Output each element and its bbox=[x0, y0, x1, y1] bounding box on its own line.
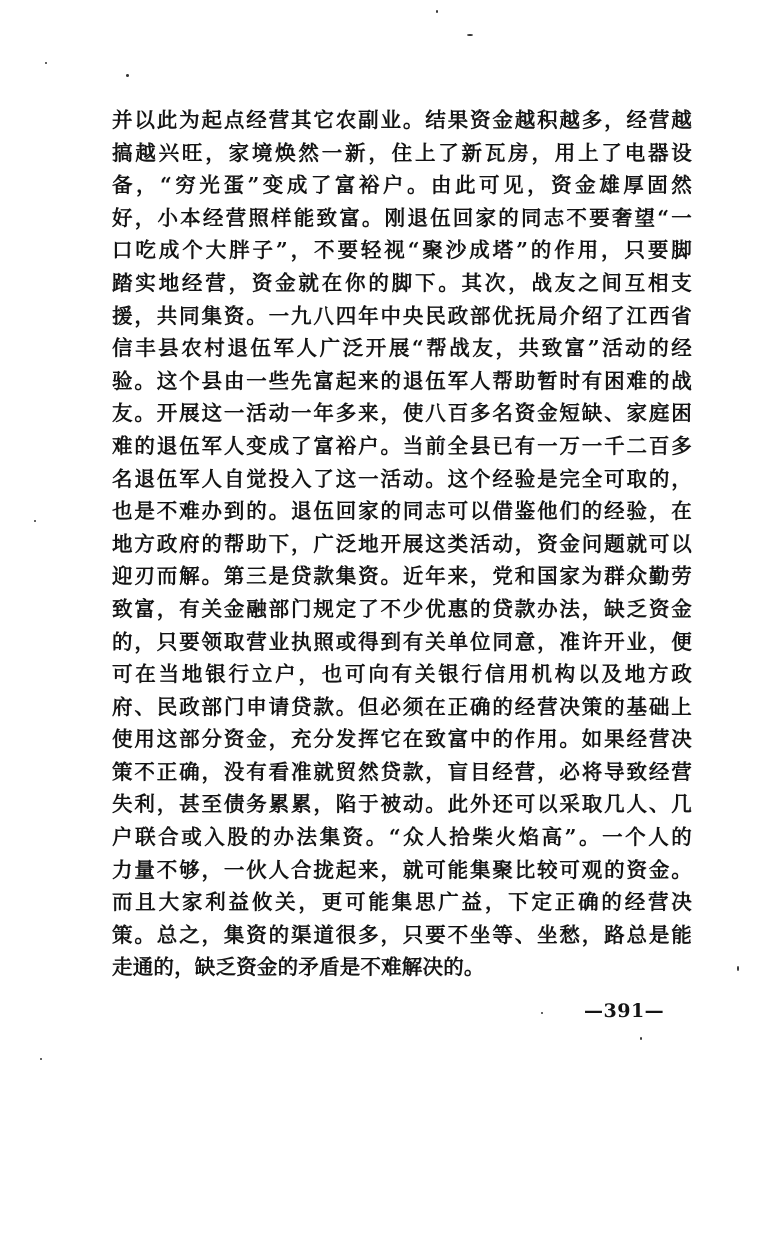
body-text bbox=[112, 104, 692, 984]
text-line: 地方政府的帮助下，广泛地开展这类活动，资金问题就可以 bbox=[112, 531, 692, 556]
text-line: 信丰县农村退伍军人广泛开展“帮战友，共致富”活动的经 bbox=[112, 336, 692, 361]
text-line: 的，只要领取营业执照或得到有关单位同意，准许开业，便 bbox=[112, 629, 692, 654]
scan-speck bbox=[45, 62, 47, 64]
text-line: 失利，甚至债务累累，陷于被动。此外还可以采取几人、几 bbox=[112, 792, 692, 817]
text-line: 搞越兴旺，家境焕然一新，住上了新瓦房，用上了电器设 bbox=[112, 140, 692, 165]
text-line: 也是不难办到的。退伍回家的同志可以借鉴他们的经验，在 bbox=[112, 499, 692, 524]
scan-speck bbox=[640, 1037, 642, 1040]
text-line: 致富，有关金融部门规定了不少优惠的贷款办法，缺乏资金 bbox=[112, 596, 692, 621]
text-line: 口吃成个大胖子”，不要轻视“聚沙成塔”的作用，只要脚 bbox=[112, 238, 692, 263]
scan-speck bbox=[737, 966, 739, 971]
scan-speck bbox=[34, 520, 36, 522]
text-line: 走通的，缺乏资金的矛盾是不难解决的。 bbox=[112, 955, 485, 980]
text-line: 验。这个县由一些先富起来的退伍军人帮助暂时有困难的战 bbox=[112, 368, 692, 393]
text-line: 踏实地经营，资金就在你的脚下。其次，战友之间互相支 bbox=[112, 270, 692, 295]
text-line: 友。开展这一活动一年多来，使八百多名资金短缺、家庭困 bbox=[112, 401, 692, 426]
scan-speck bbox=[541, 1012, 543, 1014]
text-line: 力量不够，一伙人合拢起来，就可能集聚比较可观的资金。 bbox=[112, 857, 692, 882]
text-line: 并以此为起点经营其它农副业。结果资金越积越多，经营越 bbox=[112, 108, 692, 132]
text-line: 备，“穷光蛋”变成了富裕户。由此可见，资金雄厚固然 bbox=[112, 173, 692, 198]
text-line: 户联合或入股的办法集资。“众人拾柴火焰高”。一个人的 bbox=[112, 825, 692, 850]
scan-speck bbox=[467, 34, 473, 36]
scan-speck bbox=[126, 74, 129, 77]
text-line: 迎刃而解。第三是贷款集资。近年来，党和国家为群众勤劳 bbox=[112, 564, 692, 589]
scan-speck bbox=[436, 10, 438, 13]
text-line: 策。总之，集资的渠道很多，只要不坐等、坐愁，路总是能 bbox=[112, 922, 692, 947]
text-line: 援，共同集资。一九八四年中央民政部优抚局介绍了江西省 bbox=[112, 303, 692, 328]
page-number: —391— bbox=[584, 1000, 665, 1022]
text-line: 可在当地银行立户，也可向有关银行信用机构以及地方政 bbox=[112, 662, 692, 687]
text-line: 难的退伍军人变成了富裕户。当前全县已有一万一千二百多 bbox=[112, 433, 692, 458]
text-line: 策不正确，没有看准就贸然贷款，盲目经营，必将导致经营 bbox=[112, 759, 692, 784]
text-line: 名退伍军人自觉投入了这一活动。这个经验是完全可取的， bbox=[112, 466, 692, 491]
text-line: 使用这部分资金，充分发挥它在致富中的作用。如果经营决 bbox=[112, 727, 692, 752]
text-line: 府、民政部门申请贷款。但必须在正确的经营决策的基础上 bbox=[112, 694, 692, 719]
text-line: 好，小本经营照样能致富。刚退伍回家的同志不要奢望“一 bbox=[112, 205, 692, 230]
scan-speck bbox=[40, 1058, 42, 1060]
text-line: 而且大家利益攸关，更可能集思广益，下定正确的经营决 bbox=[112, 890, 692, 915]
